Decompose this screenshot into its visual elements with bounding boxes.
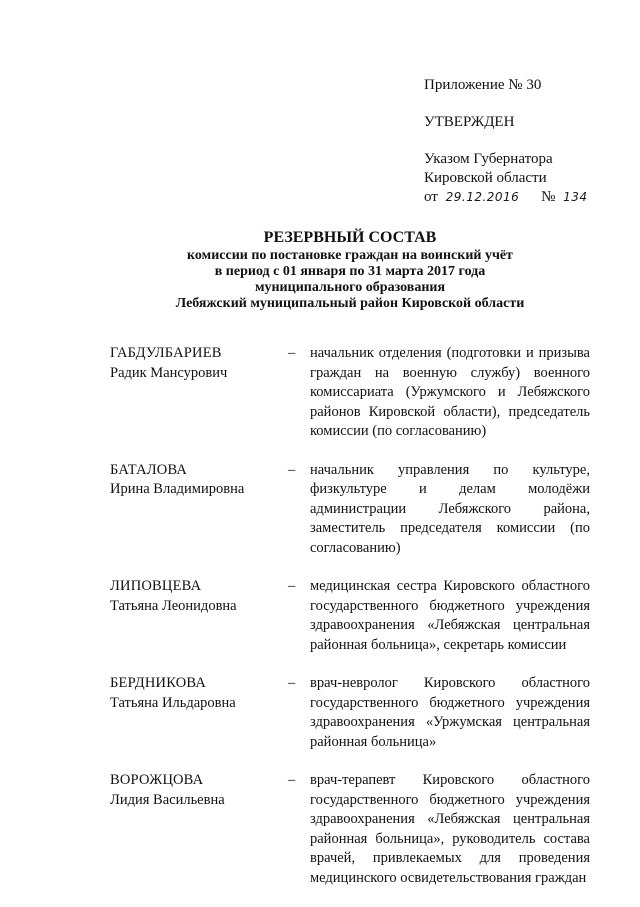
members-list (110, 344, 590, 907)
decree-date-line (424, 188, 588, 207)
member-role: начальник отделения (подготовки и призыва граждан на военную службу) военного комиссариата (Уржумского и Лебяжского районов Кировской области), председатель комиссии (по согласованию) (310, 345, 590, 439)
member-name (110, 674, 288, 752)
member-name (110, 577, 288, 655)
member-surname: БАТАЛОВА (110, 461, 188, 478)
member-name (110, 461, 288, 559)
member-given-name: Лидия Васильевна (110, 791, 225, 808)
handwritten-date: 29.12.2016 (445, 190, 520, 204)
member-entry (110, 461, 590, 559)
member-given-name: Татьяна Ильдаровна (110, 694, 236, 711)
member-name (110, 771, 288, 888)
member-surname: ГАБДУЛБАРИЕВ (110, 345, 222, 361)
member-given-name: Радик Мансурович (110, 364, 228, 381)
title-line-3: муниципального образования (254, 280, 446, 295)
member-given-name: Татьяна Леонидовна (110, 597, 237, 614)
member-role: врач-невролог Кировского областного государственного бюджетного учреждения здравоохранения «Уржумская центральная районная больница» (310, 675, 590, 750)
date-prefix: от (424, 189, 438, 205)
member-entry (110, 577, 590, 655)
approved-label: УТВЕРЖДЕН (424, 114, 515, 130)
member-dash: – (288, 772, 296, 788)
approval-stamp-block (424, 76, 588, 207)
decree-label: Указом Губернатора (424, 151, 553, 167)
member-surname: ВОРОЖЦОВА (110, 772, 204, 788)
member-dash: – (288, 675, 296, 691)
member-surname: БЕРДНИКОВА (110, 675, 207, 691)
member-entry (110, 674, 590, 752)
member-role: начальник управления по культуре, физкультуре и делам молодёжи администрации Лебяжского района, заместитель председателя комиссии (по согласованию) (310, 461, 590, 556)
member-name (110, 344, 288, 442)
member-dash: – (288, 461, 296, 478)
member-role: врач-терапевт Кировского областного государственного бюджетного учреждения здравоохранения «Лебяжская центральная районная больница», руководитель состава врачей, привлекаемых для проведения медицинского освидетельствования граждан (310, 772, 590, 886)
member-role: медицинская сестра Кировского областного государственного бюджетного учреждения здравоохранения «Лебяжская центральная районная больница», секретарь комиссии (310, 578, 590, 653)
member-given-name: Ирина Владимировна (110, 481, 245, 497)
title-line-2: в период с 01 января по 31 марта 2017 года (214, 264, 486, 279)
number-prefix: № (541, 189, 556, 205)
member-dash: – (288, 345, 296, 361)
member-dash: – (288, 578, 296, 594)
member-entry (110, 771, 590, 888)
document-title-block (100, 228, 600, 312)
member-surname: ЛИПОВЦЕВА (110, 578, 202, 594)
document-title: РЕЗЕРВНЫЙ СОСТАВ (263, 229, 437, 246)
annex-label: Приложение № 30 (424, 77, 542, 93)
title-line-4: Лебяжский муниципальный район Кировской области (175, 296, 525, 311)
handwritten-number: 134 (563, 190, 588, 204)
member-entry (110, 344, 590, 442)
title-line-1: комиссии по постановке граждан на воинский учёт (187, 248, 513, 263)
region-label: Кировской области (424, 170, 547, 186)
